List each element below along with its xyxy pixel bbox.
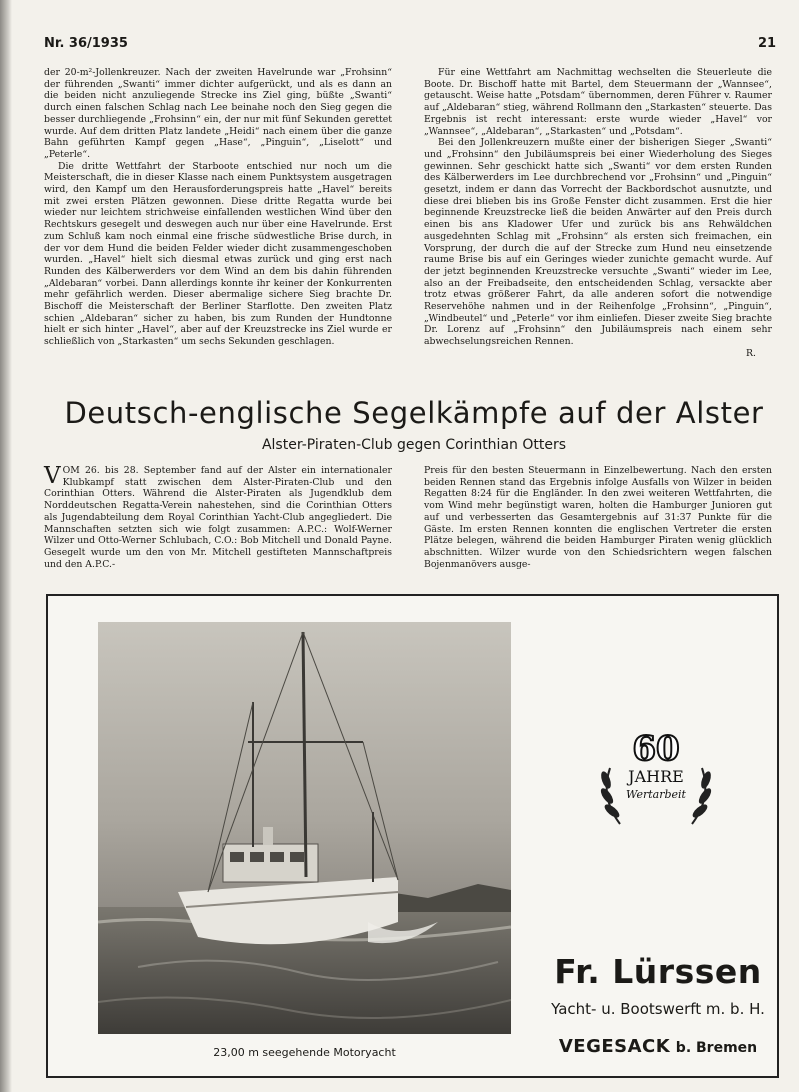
company-location [548, 1036, 768, 1057]
article-subtitle: Alster-Piraten-Club gegen Corinthian Otters [261, 437, 567, 453]
issue-number: Nr. 36/1935 [44, 36, 128, 51]
article-left-column [44, 465, 392, 570]
badge-subtext: Wertarbeit [626, 788, 686, 801]
article-title: Deutsch-englische Segelkämpfe auf der Alster [64, 396, 764, 430]
paragraph: Die dritte Wettfahrt der Starboote entschied nur noch um die Meisterschaft, die in dieser Klasse nach einem Punktsystem ausgetragen wird, den Kampf um den Herausforderungspreis hatte „Havel“ bereits mit zwei ersten Plätzen gewonnen. Diese dritte Regatta wurde bei wieder nur leichtem strichweise einfallenden westlichen Wind über den Rechtskurs gesegelt und deswegen auch nur über eine Havelrunde. Erst zum Schluß kam noch einmal eine frische südwestliche Brise durch, in der vor dem Hund die beiden Felder wieder dicht zusammengeschoben wurden. „Havel“ hielt sich diesmal etwas zurück und ging erst nach Runden des Kälberwerders vor dem Wind an dem bis dahin führenden „Aldebaran“ vorbei. Dann allerdings konnte ihr keiner der Konkurrenten mehr gefährlich werden. Dieser abermalige sichere Sieg brachte Dr. Bischoff die Meisterschaft der Berliner Starflotte. Den zweiten Platz schien „Aldebaran“ sicher zu haben, bis zum Runden der Hundtonne hielt er sich hinter „Havel“, aber auf der Kreuzstrecke ins Ziel wurde er schließlich von „Starkasten“ um sechs Sekunden geschlagen. [44, 160, 392, 348]
city-suffix: b. Bremen [675, 1040, 758, 1056]
drop-cap: V [44, 463, 61, 489]
paragraph: OM 26. bis 28. September fand auf der Alster ein internationaler Klubkampf statt zwischen dem Alster-Piraten-Club und den Corinthian Otters. Während die Alster-Piraten als Jugendklub dem Norddeutschen Regatta-Verein nahestehen, sind die Corinthian Otters als Jugendabteilung dem Royal Corinthian Yacht-Club angegliedert. Die Mannschaften setzten sich wie folgt zusammen: A.P.C.: Wolf-Werner Wilzer und Otto-Werner Schlubach, C.O.: Bob Mitchell und Donald Payne. Gesegelt wurde um den von Mr. Mitchell gestifteten Mannschaftpreis und den A.P.C.- [44, 465, 392, 570]
prior-article-left-column [44, 67, 392, 348]
photo-caption: 23,00 m seegehende Motoryacht [213, 1046, 396, 1059]
prior-article-right-column [424, 67, 772, 360]
article-right-column [424, 465, 772, 570]
paragraph: der 20-m²-Jollenkreuzer. Nach der zweiten Havelrunde war „Frohsinn“ der führenden „Swanti“ immer dichter aufgerückt, und als es dann an die beiden nicht anzuliegende Strecke ins Ziel ging, büßte „Swanti“ durch einen falschen Schlag nach Lee beinahe noch den Sieg gegen die besser durchliegende „Frohsinn“ ein, der nur mit fünf Sekunden gerettet wurde. Auf dem dritten Platz landete „Heidi“ nach einem über die ganze Bahn geführten Kampf gegen „Hase“, „Pinguin“, „Liselott“ und „Peterle“. [44, 67, 392, 160]
advertisement [46, 594, 779, 1078]
paragraph: Bei den Jollenkreuzern mußte einer der bisherigen Sieger „Swanti“ und „Frohsinn“ den Jubiläumspreis bei einer Wiederholung des Sieges gewinnen. Sehr geschickt hatte sich „Swanti“ vor dem ersten Runden des Kälberwerders im Lee durchbrechend vor „Frohsinn“ und „Pinguin“ gesetzt, indem er dann das Vorrecht der Backbordschot ausnutzte, und diese drei blieben bis ins Große Fenster dicht zusammen. Erst die hier beginnende Kreuzstrecke ließ die beiden Anwärter auf den Preis durch einen bis ans Kladower Ufer und zurück bis ans Rehwäldchen ausgedehnten Schlag mit „Frohsinn“ als ersten sich freimachen, ein Vorsprung, der durch die auf der Strecke zum Hund neu einsetzende raume Brise bis auf ein Geringes wieder zunichte gemacht wurde. Auf der jetzt beginnenden Kreuzstrecke versuchte „Swanti“ wieder im Lee, also an der Freibadseite, den entscheidenden Schlag, versackte aber trotz etwas größerer Fahrt, da alle anderen sofort die notwendige Reservehöhe nahmen und in der Reihenfolge „Frohsinn“, „Pinguin“, „Windbeutel“ und „Peterle“ vor ihm einliefen. Dieser zweite Sieg brachte Dr. Lorenz auf „Frohsinn“ den Jubiläumspreis nach einem sehr abwechselungsreichen Rennen. [424, 137, 772, 348]
paragraph: Für eine Wettfahrt am Nachmittag wechselten die Steuerleute die Boote. Dr. Bischoff hatte mit Bartel, dem Steuermann der „Wannsee“, getauscht. Weise hatte „Potsdam“ übernommen, deren Führer v. Raumer auf „Aldebaran“ stieg, während Rollmann den „Starkasten“ steuerte. Das Ergebnis ist recht interessant: erste wurde wieder „Havel“ vor „Wannsee“, „Aldebaran“, „Starkasten“ und „Potsdam“. [424, 67, 772, 137]
company-name: Fr. Lürssen [554, 952, 762, 991]
city-name: VEGESACK [558, 1036, 671, 1057]
motor-yacht-photo [98, 622, 511, 1034]
author-signature: R. [746, 347, 756, 359]
page-number: 21 [758, 36, 777, 51]
badge-word: JAHRE [628, 767, 684, 786]
company-subtitle: Yacht- u. Bootswerft m. b. H. [551, 1000, 765, 1018]
paragraph: Preis für den besten Steuermann in Einzelbewertung. Nach den ersten beiden Rennen stand das Ergebnis infolge Ausfalls von Wilzer in beiden Regatten 8:24 für die Engländer. In den zwei weiteren Wettfahrten, die vom Wind mehr begünstigt waren, holten die Hamburger Junioren gut auf und verbesserten das Gesamtergebnis auf 31:37 Punkte für die Gäste. Im ersten Rennen konnten die englischen Vertreter die ersten Plätze belegen, während die beiden Hamburger Piraten wenig glücklich abschnitten. Wilzer wurde von den Schiedsrichtern wegen falschen Bojenmanövers ausge- [424, 465, 772, 570]
page-binding-shadow [0, 0, 12, 1092]
anniversary-laurel-badge [596, 728, 716, 838]
badge-number: 60 [632, 729, 680, 769]
